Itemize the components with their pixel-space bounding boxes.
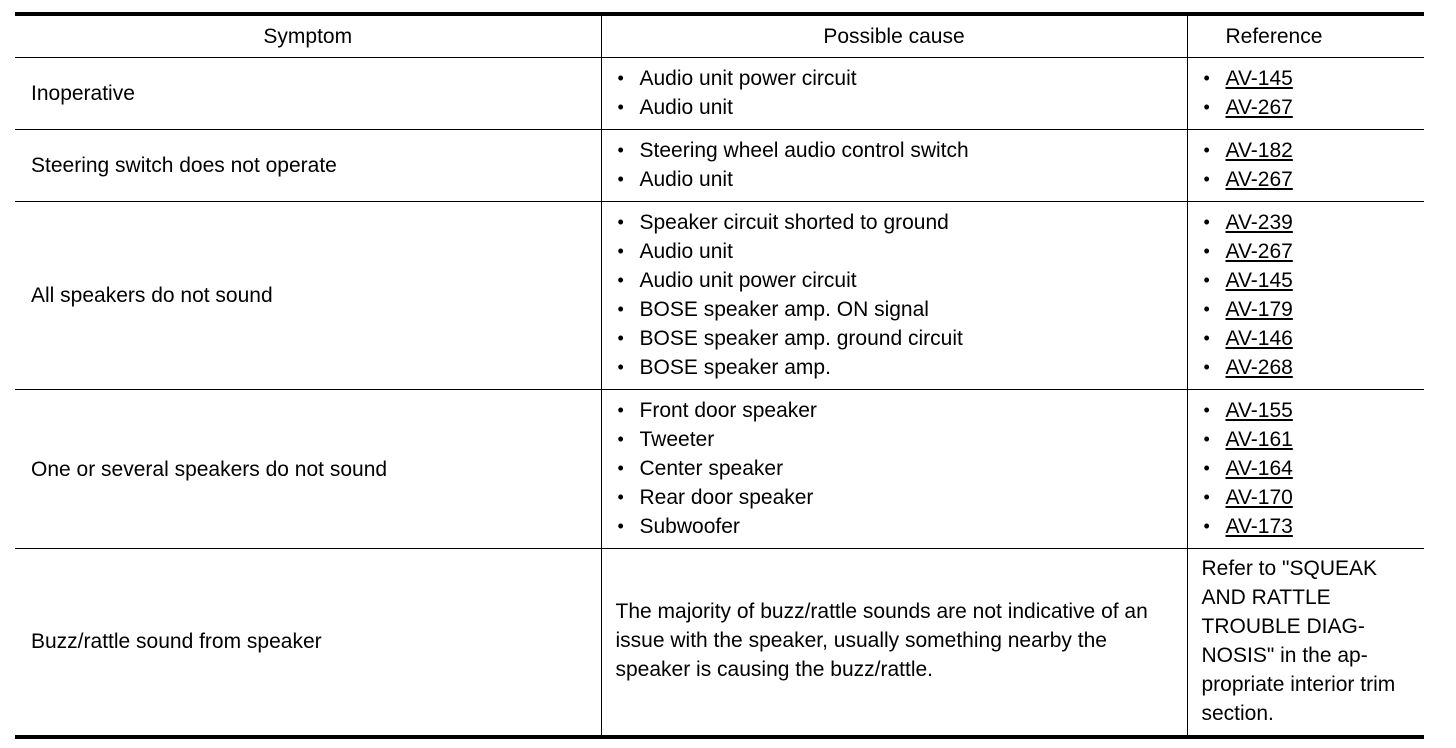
cause-item: • Audio unit power circuit xyxy=(616,64,1177,93)
reference-item xyxy=(1202,64,1417,93)
reference-item xyxy=(1202,136,1417,165)
symptom-table xyxy=(15,12,1424,739)
reference-list xyxy=(1202,136,1417,194)
table-row xyxy=(15,390,1424,549)
reference-link[interactable]: AV-170 xyxy=(1225,485,1293,509)
possible-cause-cell xyxy=(601,202,1187,390)
reference-item xyxy=(1202,353,1417,382)
cause-item: • Audio unit power circuit xyxy=(616,266,1177,295)
possible-cause-cell xyxy=(601,390,1187,549)
reference-item xyxy=(1202,483,1417,512)
cause-item: • BOSE speaker amp. ON signal xyxy=(616,295,1177,324)
reference-item xyxy=(1202,454,1417,483)
table-row xyxy=(15,549,1424,737)
cause-list xyxy=(616,208,1177,382)
cause-list xyxy=(616,396,1177,541)
reference-cell xyxy=(1187,549,1424,737)
reference-list xyxy=(1202,208,1417,382)
header-possible-cause: Possible cause xyxy=(601,14,1187,58)
cause-item: • Subwoofer xyxy=(616,512,1177,541)
reference-link[interactable]: AV-179 xyxy=(1225,297,1293,321)
symptom-cell: Steering switch does not operate xyxy=(15,130,601,202)
reference-link[interactable]: AV-268 xyxy=(1225,355,1293,379)
symptom-cell: Inoperative xyxy=(15,58,601,130)
reference-link[interactable]: AV-267 xyxy=(1225,95,1293,119)
reference-link[interactable]: AV-164 xyxy=(1225,456,1293,480)
cause-item: • Center speaker xyxy=(616,454,1177,483)
symptom-table-container xyxy=(15,12,1424,739)
cause-item: • Speaker circuit shorted to ground xyxy=(616,208,1177,237)
symptom-cell: One or several speakers do not sound xyxy=(15,390,601,549)
reference-item xyxy=(1202,512,1417,541)
reference-note: Refer to "SQUEAK AND RATTLE TROUBLE DIAG-NOSIS" in the ap-propriate interior trim section. xyxy=(1201,556,1396,725)
reference-link[interactable]: AV-173 xyxy=(1225,514,1293,538)
reference-link[interactable]: AV-182 xyxy=(1225,138,1293,162)
reference-list xyxy=(1202,396,1417,541)
reference-link[interactable]: AV-239 xyxy=(1225,210,1293,234)
cause-item: • Tweeter xyxy=(616,425,1177,454)
cause-list xyxy=(616,136,1177,194)
reference-link[interactable]: AV-145 xyxy=(1225,268,1293,292)
reference-item xyxy=(1202,208,1417,237)
possible-cause-cell xyxy=(601,130,1187,202)
reference-item xyxy=(1202,425,1417,454)
reference-link[interactable]: AV-267 xyxy=(1225,239,1293,263)
cause-item: • Front door speaker xyxy=(616,396,1177,425)
table-header-row xyxy=(15,14,1424,58)
reference-item xyxy=(1202,295,1417,324)
reference-item xyxy=(1202,324,1417,353)
cause-item: • BOSE speaker amp. ground circuit xyxy=(616,324,1177,353)
table-row xyxy=(15,202,1424,390)
table-row xyxy=(15,130,1424,202)
reference-link[interactable]: AV-155 xyxy=(1225,398,1293,422)
reference-item xyxy=(1202,165,1417,194)
symptom-cell: All speakers do not sound xyxy=(15,202,601,390)
reference-link[interactable]: AV-145 xyxy=(1225,66,1293,90)
possible-cause-cell xyxy=(601,58,1187,130)
symptom-cell: Buzz/rattle sound from speaker xyxy=(15,549,601,737)
reference-link[interactable]: AV-267 xyxy=(1225,167,1293,191)
cause-item: • Audio unit xyxy=(616,93,1177,122)
table-row xyxy=(15,58,1424,130)
reference-item xyxy=(1202,396,1417,425)
header-reference: Reference xyxy=(1187,14,1424,58)
cause-item: • BOSE speaker amp. xyxy=(616,353,1177,382)
cause-item: • Audio unit xyxy=(616,165,1177,194)
reference-cell xyxy=(1187,130,1424,202)
reference-link[interactable]: AV-161 xyxy=(1225,427,1293,451)
header-symptom: Symptom xyxy=(263,25,353,48)
cause-item: • Rear door speaker xyxy=(616,483,1177,512)
reference-cell xyxy=(1187,202,1424,390)
reference-item xyxy=(1202,266,1417,295)
possible-cause-cell xyxy=(601,549,1187,737)
reference-item xyxy=(1202,237,1417,266)
cause-description: The majority of buzz/rattle sounds are not indicative of an issue with the speaker, usually something nearby the speaker is causing the buzz/rattle. xyxy=(615,600,1148,682)
cause-item: • Audio unit xyxy=(616,237,1177,266)
cause-item: • Steering wheel audio control switch xyxy=(616,136,1177,165)
reference-cell xyxy=(1187,390,1424,549)
cause-list xyxy=(616,64,1177,122)
reference-cell xyxy=(1187,58,1424,130)
reference-item xyxy=(1202,93,1417,122)
reference-list xyxy=(1202,64,1417,122)
reference-link[interactable]: AV-146 xyxy=(1225,326,1293,350)
